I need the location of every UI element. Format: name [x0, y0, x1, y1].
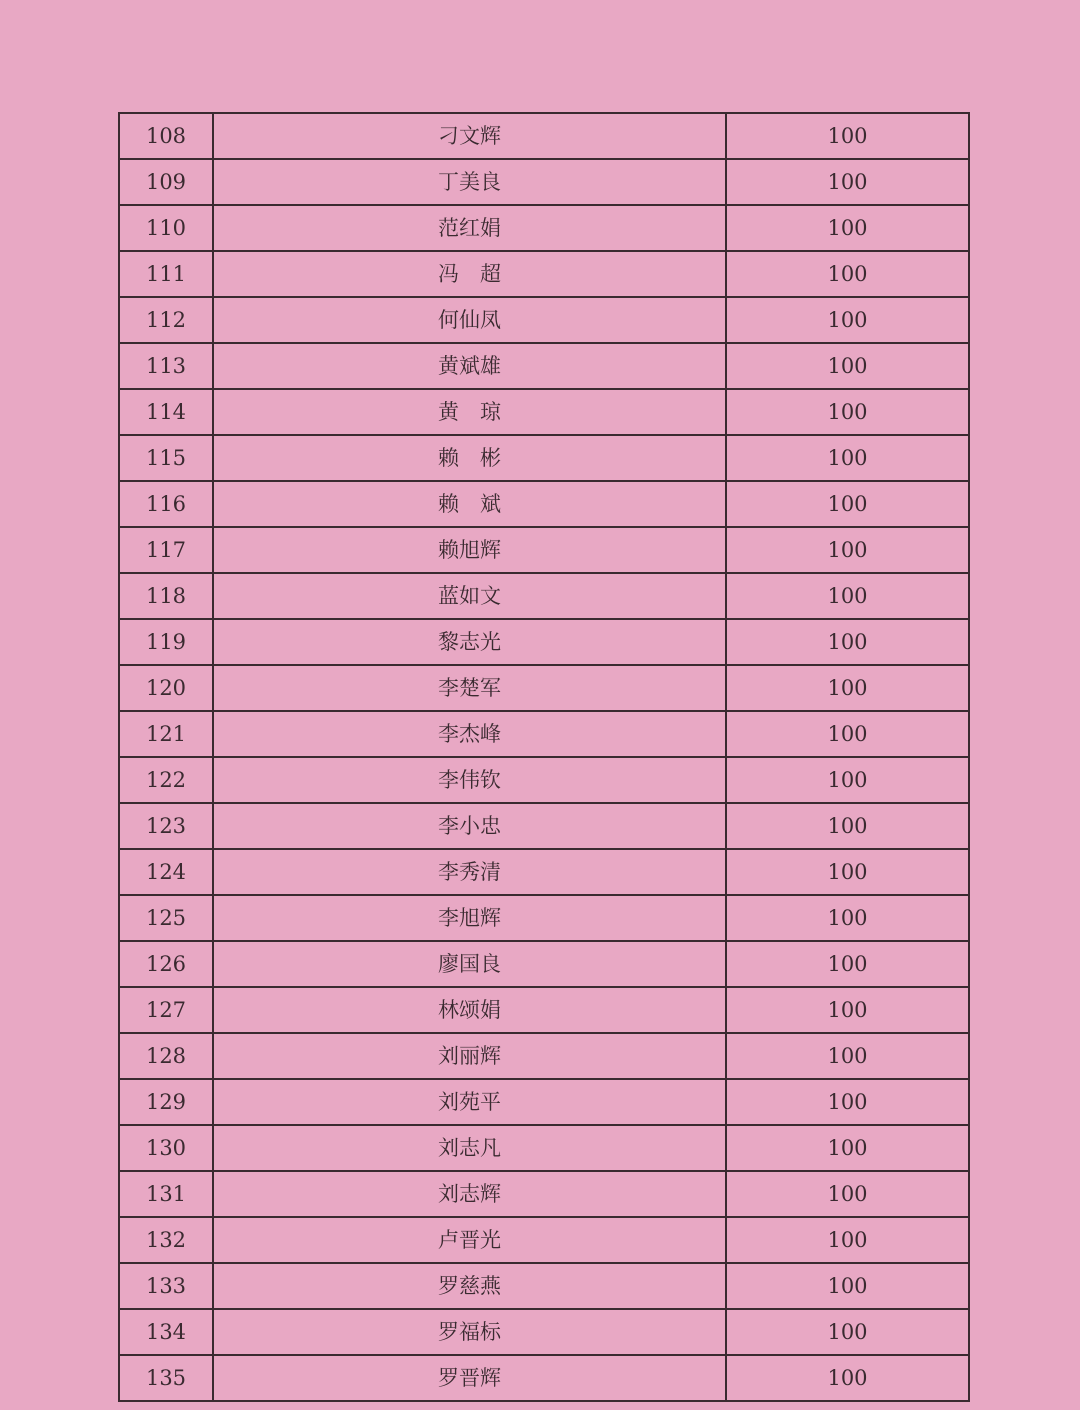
table-row	[119, 343, 969, 389]
row-number: 116	[119, 481, 213, 527]
score-value: 100	[726, 573, 969, 619]
table-row	[119, 895, 969, 941]
table-row	[119, 573, 969, 619]
score-value: 100	[726, 527, 969, 573]
table-row	[119, 1217, 969, 1263]
row-number: 110	[119, 205, 213, 251]
person-name: 刘志凡	[213, 1125, 726, 1171]
table-row	[119, 297, 969, 343]
table-row	[119, 389, 969, 435]
roster-table	[118, 112, 970, 1402]
table-row	[119, 1355, 969, 1401]
score-value: 100	[726, 435, 969, 481]
score-value: 100	[726, 1309, 969, 1355]
table-row	[119, 435, 969, 481]
row-number: 123	[119, 803, 213, 849]
row-number: 125	[119, 895, 213, 941]
row-number: 135	[119, 1355, 213, 1401]
table-row	[119, 1263, 969, 1309]
row-number: 126	[119, 941, 213, 987]
row-number: 134	[119, 1309, 213, 1355]
table-row	[119, 481, 969, 527]
score-value: 100	[726, 711, 969, 757]
score-value: 100	[726, 895, 969, 941]
row-number: 132	[119, 1217, 213, 1263]
person-name: 赖旭辉	[213, 527, 726, 573]
row-number: 128	[119, 1033, 213, 1079]
table-row	[119, 711, 969, 757]
person-name: 林颂娟	[213, 987, 726, 1033]
row-number: 114	[119, 389, 213, 435]
person-name: 罗福标	[213, 1309, 726, 1355]
person-name: 何仙凤	[213, 297, 726, 343]
row-number: 130	[119, 1125, 213, 1171]
score-value: 100	[726, 1033, 969, 1079]
table-row	[119, 1079, 969, 1125]
score-value: 100	[726, 757, 969, 803]
person-name: 黎志光	[213, 619, 726, 665]
table-row	[119, 1125, 969, 1171]
table-row	[119, 987, 969, 1033]
person-name: 李小忠	[213, 803, 726, 849]
row-number: 133	[119, 1263, 213, 1309]
score-value: 100	[726, 665, 969, 711]
person-name: 李旭辉	[213, 895, 726, 941]
score-value: 100	[726, 389, 969, 435]
score-value: 100	[726, 619, 969, 665]
roster-sheet	[118, 112, 968, 1400]
person-name: 刘苑平	[213, 1079, 726, 1125]
table-row	[119, 757, 969, 803]
table-row	[119, 251, 969, 297]
table-row	[119, 159, 969, 205]
row-number: 124	[119, 849, 213, 895]
person-name: 卢晋光	[213, 1217, 726, 1263]
table-row	[119, 527, 969, 573]
row-number: 117	[119, 527, 213, 573]
person-name: 李伟钦	[213, 757, 726, 803]
person-name: 刘志辉	[213, 1171, 726, 1217]
row-number: 127	[119, 987, 213, 1033]
row-number: 121	[119, 711, 213, 757]
score-value: 100	[726, 987, 969, 1033]
person-name: 李楚军	[213, 665, 726, 711]
row-number: 119	[119, 619, 213, 665]
roster-body	[119, 113, 969, 1401]
row-number: 118	[119, 573, 213, 619]
table-row	[119, 665, 969, 711]
score-value: 100	[726, 1125, 969, 1171]
row-number: 108	[119, 113, 213, 159]
person-name: 范红娟	[213, 205, 726, 251]
score-value: 100	[726, 343, 969, 389]
table-row	[119, 113, 969, 159]
person-name: 李杰峰	[213, 711, 726, 757]
table-row	[119, 619, 969, 665]
person-name: 廖国良	[213, 941, 726, 987]
table-row	[119, 941, 969, 987]
row-number: 115	[119, 435, 213, 481]
person-name: 刁文辉	[213, 113, 726, 159]
table-row	[119, 1309, 969, 1355]
score-value: 100	[726, 849, 969, 895]
score-value: 100	[726, 481, 969, 527]
row-number: 109	[119, 159, 213, 205]
score-value: 100	[726, 941, 969, 987]
person-name: 黄斌雄	[213, 343, 726, 389]
score-value: 100	[726, 205, 969, 251]
person-name: 罗晋辉	[213, 1355, 726, 1401]
person-name: 丁美良	[213, 159, 726, 205]
score-value: 100	[726, 1079, 969, 1125]
score-value: 100	[726, 297, 969, 343]
person-name: 罗慈燕	[213, 1263, 726, 1309]
row-number: 129	[119, 1079, 213, 1125]
score-value: 100	[726, 1355, 969, 1401]
row-number: 120	[119, 665, 213, 711]
score-value: 100	[726, 113, 969, 159]
table-row	[119, 205, 969, 251]
row-number: 111	[119, 251, 213, 297]
row-number: 122	[119, 757, 213, 803]
score-value: 100	[726, 159, 969, 205]
score-value: 100	[726, 1171, 969, 1217]
score-value: 100	[726, 1217, 969, 1263]
row-number: 113	[119, 343, 213, 389]
person-name: 赖 斌	[213, 481, 726, 527]
score-value: 100	[726, 1263, 969, 1309]
table-row	[119, 1033, 969, 1079]
score-value: 100	[726, 803, 969, 849]
person-name: 蓝如文	[213, 573, 726, 619]
score-value: 100	[726, 251, 969, 297]
row-number: 131	[119, 1171, 213, 1217]
person-name: 赖 彬	[213, 435, 726, 481]
table-row	[119, 1171, 969, 1217]
row-number: 112	[119, 297, 213, 343]
person-name: 李秀清	[213, 849, 726, 895]
table-row	[119, 803, 969, 849]
person-name: 刘丽辉	[213, 1033, 726, 1079]
person-name: 黄 琼	[213, 389, 726, 435]
person-name: 冯 超	[213, 251, 726, 297]
table-row	[119, 849, 969, 895]
